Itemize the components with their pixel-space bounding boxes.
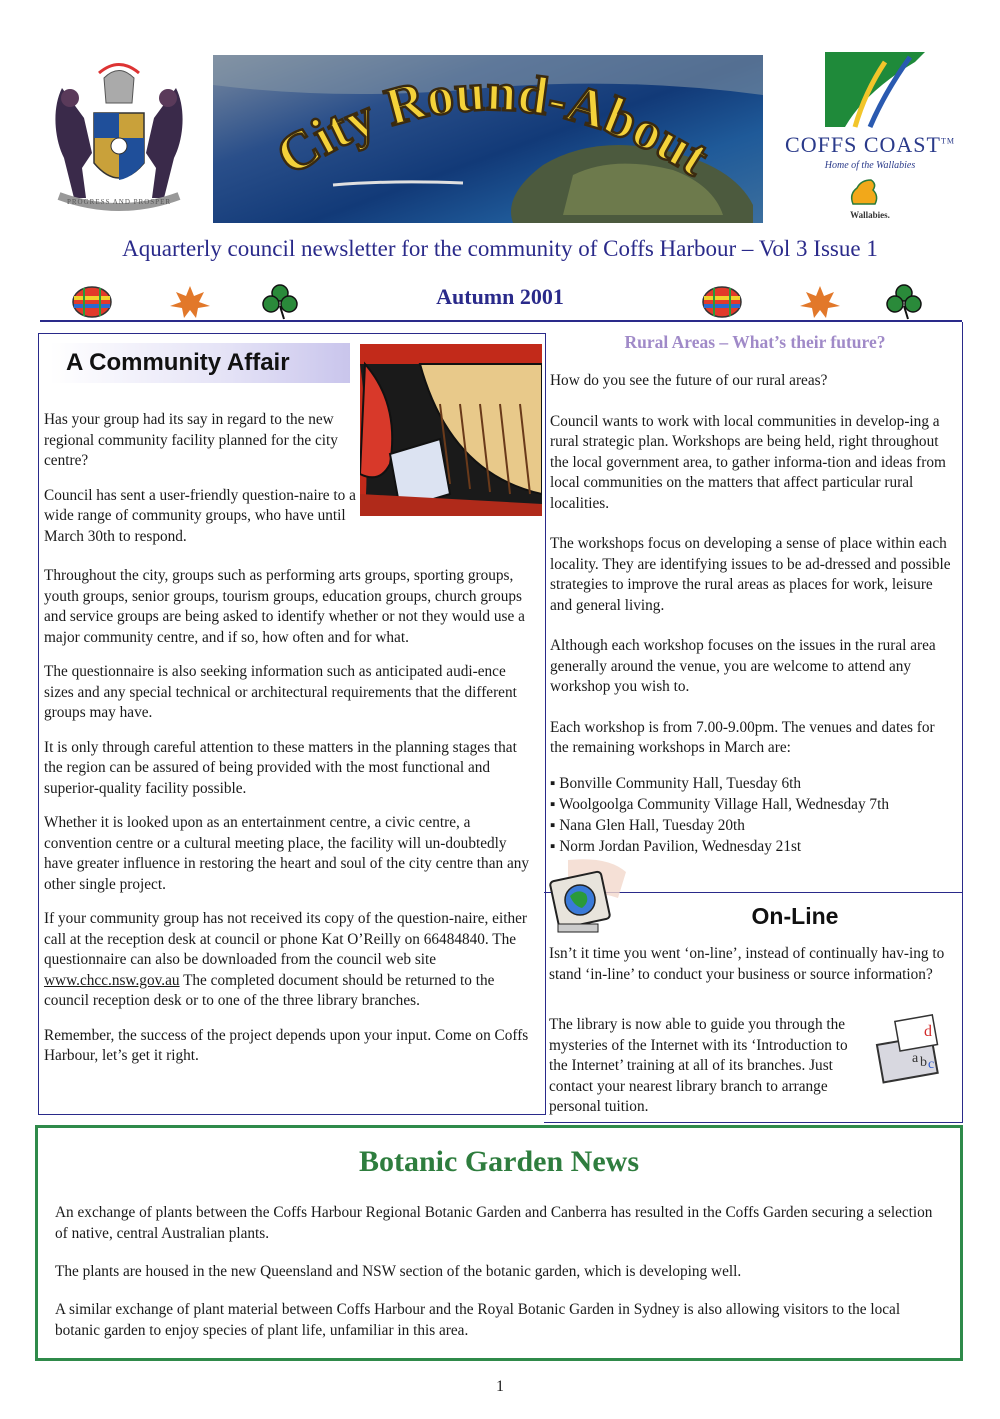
community-affair-intro — [44, 410, 356, 561]
community-closing: Remember, the success of the project depends upon your input. Come on Coffs Harbour, let’s get it right. — [44, 1026, 529, 1064]
aerial-photo-banner — [213, 55, 763, 223]
computer-globe-illustration — [548, 858, 628, 936]
coffs-coast-brand: COFFS COAST — [785, 132, 941, 157]
online-heading: On-Line — [751, 903, 839, 929]
page-number: 1 — [496, 1378, 504, 1395]
rural-paragraph: How do you see the future of our rural areas? — [550, 372, 828, 389]
issue-season: Autumn 2001 — [436, 284, 564, 309]
community-paragraph: Has your group had its say in regard to the new regional community facility planned for the city centre? — [44, 411, 338, 469]
council-coat-of-arms — [44, 58, 194, 218]
venue-item: ▪ Norm Jordan Pavilion, Wednesday 21st — [550, 836, 956, 857]
rural-areas-heading: Rural Areas – What’s their future? — [624, 332, 886, 352]
contact-text: The completed document should be returned to the council reception desk or to one of the three library branches. — [44, 971, 495, 1009]
rural-areas-body — [550, 371, 956, 857]
online-paragraph: The library is now able to guide you through the mysteries of the Internet with its ‘Introduction to the Internet’ training at all of its branches. Just contact your nearest library branch to arrange personal tuition. — [549, 1016, 848, 1115]
online-paragraph: Isn’t it time you went ‘on-line’, instead of continually hav-ing to stand ‘in-line’ to conduct your business or source information? — [549, 945, 945, 983]
community-paragraph: Throughout the city, groups such as performing arts groups, sporting groups, youth groups, senior groups, tourism groups, education groups, church groups and service groups are being asked to identify whether or not they would use a major community centre, and if so, how often and for what. — [44, 567, 525, 646]
printer-letter: d — [924, 1023, 932, 1040]
community-paragraph: Whether it is looked upon as an entertainment centre, a civic centre, a convention centre or a cultural meeting place, the facility will un-doubtedly have greater influence in restoring the heart and soul of the city centre than any other single project. — [44, 814, 530, 893]
venue-item: ▪ Nana Glen Hall, Tuesday 20th — [550, 815, 956, 836]
coffs-coast-tagline: Home of the Wallabies — [824, 160, 916, 171]
banner-title-art — [213, 55, 763, 223]
botanic-garden-body — [55, 1202, 945, 1358]
theatre-curtain-illustration — [360, 344, 542, 516]
printer-letter: b — [920, 1055, 927, 1070]
botanic-paragraph: The plants are housed in the new Queensland and NSW section of the botanic garden, which is developing well. — [55, 1263, 742, 1280]
community-contact-paragraph — [44, 909, 534, 1012]
crest-motto: PROGRESS AND PROSPER — [66, 198, 172, 206]
venue-item: ▪ Bonville Community Hall, Tuesday 6th — [550, 773, 956, 794]
community-paragraph: The questionnaire is also seeking information such as anticipated audi-ence sizes and any special technical or architectural requirements that the different groups may have. — [44, 663, 517, 721]
rural-paragraph: Although each workshop focuses on the issues in the rural area generally around the venue, you are welcome to attend any workshop you wish to. — [550, 637, 936, 695]
community-paragraph: It is only through careful attention to these matters in the planning stages that the region can be assured of being provided with the most functional and superior-quality facility possible. — [44, 738, 517, 797]
banner-title-text: City Round-About — [265, 61, 720, 188]
newsletter-subtitle: Aquarterly council newsletter for the community of Coffs Harbour – Vol 3 Issue 1 — [122, 236, 878, 261]
shamrock-icon — [882, 284, 926, 320]
botanic-garden-heading: Botanic Garden News — [359, 1145, 639, 1178]
rural-paragraph: Each workshop is from 7.00-9.00pm. The venues and dates for the remaining workshops in March are: — [550, 718, 935, 756]
workshop-venue-list — [550, 773, 956, 857]
community-affair-heading: A Community Affair — [50, 343, 350, 383]
wallaby-icon — [845, 174, 885, 208]
printer-letter: a — [912, 1051, 919, 1066]
autumn-leaf-icon — [798, 284, 842, 320]
trademark-mark: TM — [940, 136, 955, 146]
svg-text:City Round-About — [266, 62, 720, 188]
venue-item: ▪ Woolgoolga Community Village Hall, Wednesday 7th — [550, 794, 956, 815]
rural-paragraph: Council wants to work with local communities in develop-ing a rural strategic plan. Workshops are being held, right throughout the local government area, to gather informa-tion and ideas from local communities on the matters that affect particular rural localities. — [550, 412, 946, 512]
printer-illustration — [872, 1010, 957, 1090]
easter-egg-icon — [700, 284, 744, 320]
wallabies-brand: Wallabies. — [850, 210, 890, 220]
rural-paragraph: The workshops focus on developing a sense of place within each locality. They are identifying issues to be ad-dressed and possible strategies to improve the rural areas as places for work, leisure and general living. — [550, 535, 951, 614]
contact-text: If your community group has not received its copy of the question-naire, either call at the reception desk at council or phone Kat O’Reilly on 66484840. The questionnaire can also be downloaded from the council web site — [44, 910, 527, 968]
community-paragraph: Council has sent a user-friendly question-naire to a wide range of community groups, who have until March 30th to respond. — [44, 486, 356, 545]
botanic-paragraph: A similar exchange of plant material between Coffs Harbour and the Royal Botanic Garden in Sydney is also allowing visitors to the local botanic garden to enjoy species of plant life, unfamiliar in this area. — [55, 1301, 901, 1339]
council-website-link[interactable]: www.chcc.nsw.gov.au — [44, 971, 180, 989]
botanic-paragraph: An exchange of plants between the Coffs Harbour Regional Botanic Garden and Canberra has resulted in the Coffs Garden securing a selection of native, central Australian plants. — [55, 1204, 933, 1242]
printer-letter: c — [928, 1057, 935, 1072]
community-affair-body — [44, 566, 534, 1081]
coffs-coast-logo — [775, 52, 965, 227]
